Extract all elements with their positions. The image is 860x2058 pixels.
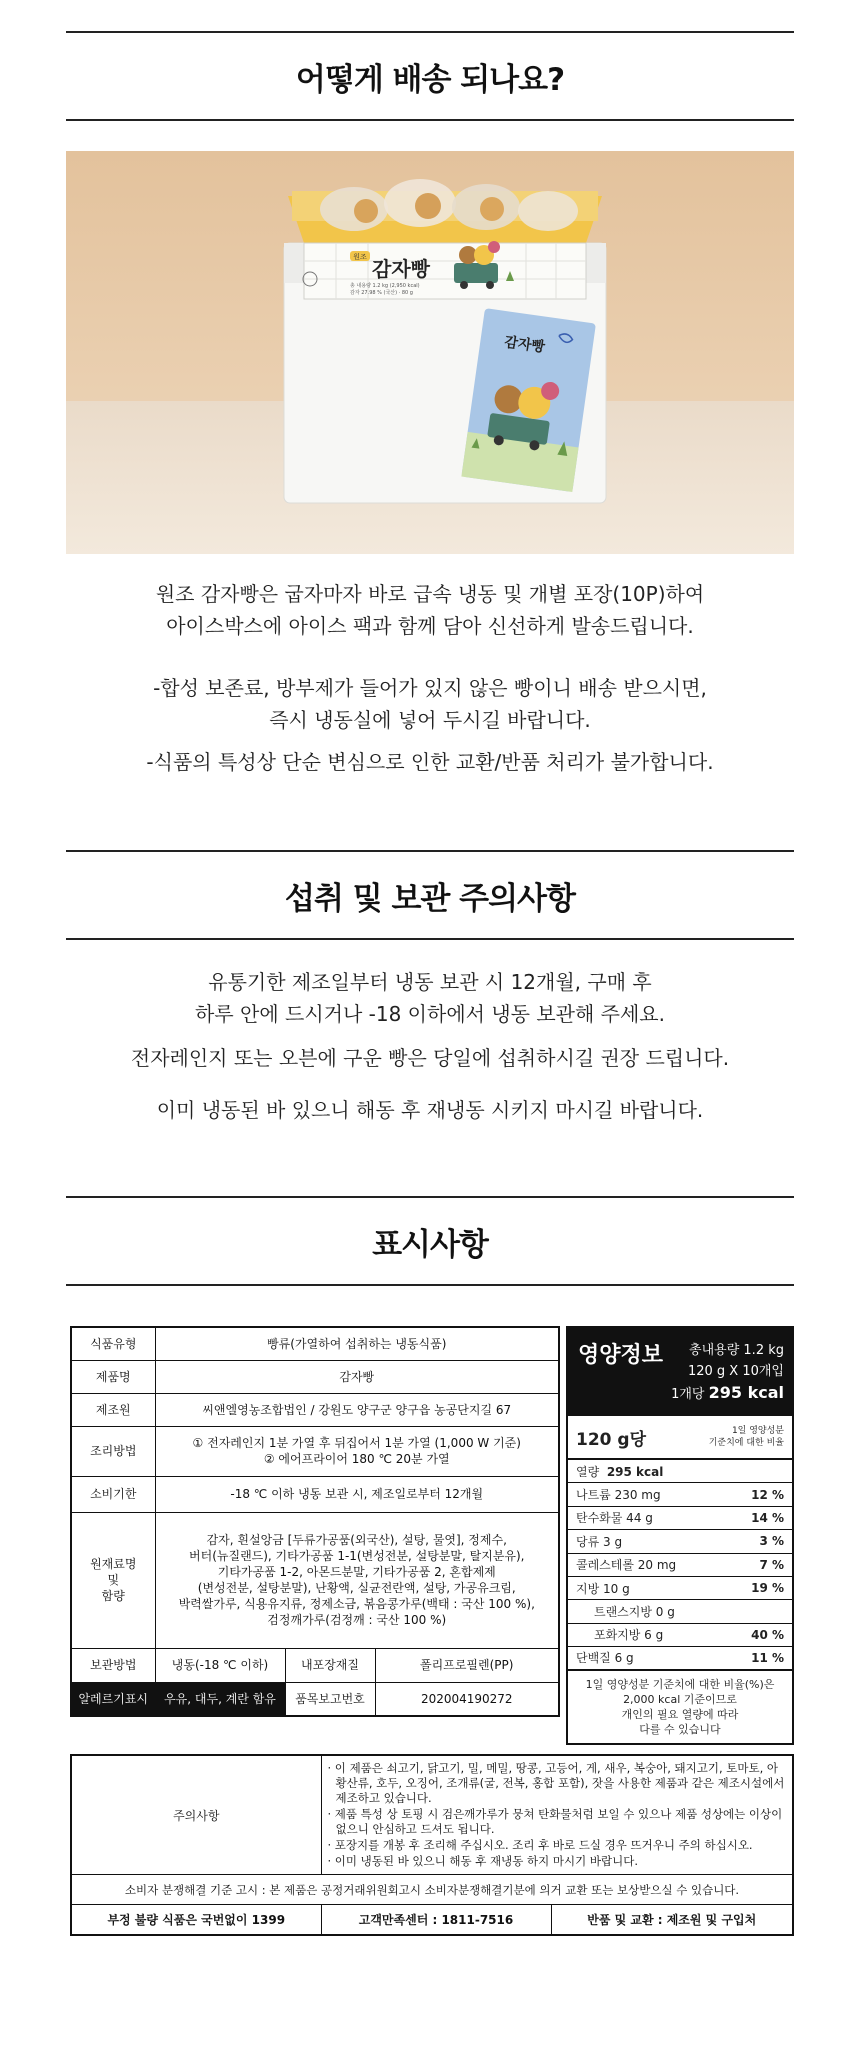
type-value: 빵류(가열하여 섭취하는 냉동식품) xyxy=(155,1327,559,1360)
report-header: 품목보고번호 xyxy=(285,1682,375,1716)
per-piece-kcal: 295 kcal xyxy=(708,1383,784,1402)
keep-value: 냉동(-18 ℃ 이하) xyxy=(155,1648,285,1682)
maker-header: 제조원 xyxy=(71,1393,155,1426)
nut-foot-4: 다를 수 있습니다 xyxy=(639,1722,721,1736)
daily-line-1: 1일 영양성분 xyxy=(731,1426,784,1436)
kcal-value: 295 kcal xyxy=(606,1464,664,1479)
ingr-line-2: 버터(뉴질랜드), 기타가공품 1-1(변성전분, 설탕분말, 탈지분유), xyxy=(189,1549,525,1563)
info-row-expire xyxy=(71,1476,559,1512)
delivery-p3-line1: -식품의 특성상 단순 변심으로 인한 교환/반품 처리가 불가합니다. xyxy=(146,750,714,774)
nutrient-name: 당류 3 g xyxy=(576,1534,623,1549)
contact-row xyxy=(71,1905,793,1935)
dispute-notice: 소비자 분쟁해결 기준 고시 : 본 제품은 공정거래위원회고시 소비자분쟁해결기분에 의거 교환 또는 보상받으실 수 있습니다. xyxy=(71,1875,793,1905)
caution-item: · 포장지를 개봉 후 조리해 주십시오. 조리 후 바로 드실 경우 뜨거우니 주의 하십시오. xyxy=(327,1838,753,1852)
cook-header: 조리방법 xyxy=(71,1426,155,1476)
caution-row xyxy=(71,1755,793,1875)
nutrition-total: 총내용량 1.2 kg xyxy=(689,1343,784,1358)
delivery-p1-line1: 원조 감자빵은 굽자마자 바로 급속 냉동 및 개별 포장(10P)하여 xyxy=(155,582,705,606)
nutrient-pct: 14 % xyxy=(751,1510,784,1525)
nutrient-pct: 40 % xyxy=(751,1627,784,1642)
nutrient-pct: 7 % xyxy=(759,1557,784,1572)
kcal-cell xyxy=(576,1463,663,1480)
storage-paragraph-1 xyxy=(66,966,794,1030)
nutrition-row xyxy=(568,1483,792,1506)
nutrient-name: 지방 10 g xyxy=(576,1581,630,1596)
cook-step-1: ① 전자레인지 1분 가열 후 뒤집어서 1분 가열 (1,000 W 기준) xyxy=(192,1436,521,1450)
delivery-title: 어떻게 배송 되나요? xyxy=(295,61,565,98)
type-header: 식품유형 xyxy=(71,1327,155,1360)
nutrition-row xyxy=(568,1507,792,1530)
caution-table xyxy=(70,1754,794,1936)
info-row-maker xyxy=(71,1393,559,1426)
nutrient-name: 탄수화물 44 g xyxy=(576,1511,653,1526)
delivery-header xyxy=(66,31,794,121)
serving-size: 120 g당 xyxy=(576,1429,646,1450)
box-small-2: 감자 27.98 % (국산) · 80 g xyxy=(350,290,413,296)
caution-header: 주의사항 xyxy=(71,1755,321,1875)
storage-p3-line1: 이미 냉동된 바 있으니 해동 후 재냉동 시키지 마시길 바랍니다. xyxy=(156,1098,704,1122)
nutrient-pct: 12 % xyxy=(751,1487,784,1502)
maker-value: 씨앤엘영농조합법인 / 강원도 양구군 양구읍 농공단지길 67 xyxy=(155,1393,559,1426)
nutrition-summary xyxy=(671,1340,784,1405)
name-header: 제품명 xyxy=(71,1360,155,1393)
box-badge: 원조 xyxy=(353,253,367,261)
pack-value: 폴리프로필렌(PP) xyxy=(375,1648,559,1682)
delivery-p2-line1: -합성 보존료, 방부제가 들어가 있지 않은 빵이니 배송 받으시면, xyxy=(153,676,707,700)
nutrition-row xyxy=(568,1554,792,1577)
info-row-name xyxy=(71,1360,559,1393)
info-row-type xyxy=(71,1327,559,1360)
ingredients-header xyxy=(71,1512,155,1648)
ingr-line-6: 검정깨가루(검정깨 : 국산 100 %) xyxy=(267,1613,447,1627)
delivery-paragraph-1 xyxy=(66,578,794,642)
caution-item: · 제품 특성 상 토핑 시 검은깨가루가 뭉쳐 탄화물처럼 보일 수 있으나 제품 성상에는 이상이 없으니 안심하고 드셔도 됩니다. xyxy=(327,1807,783,1836)
delivery-paragraph-2 xyxy=(66,672,794,736)
nutrition-row xyxy=(568,1624,792,1647)
kcal-label: 열량 xyxy=(576,1464,600,1479)
caution-list-cell xyxy=(321,1755,793,1875)
notice-row xyxy=(71,1875,793,1905)
storage-paragraph-3 xyxy=(66,1094,794,1126)
per-piece-label: 1개당 xyxy=(671,1387,705,1402)
nutrient-name: 포화지방 6 g xyxy=(594,1628,664,1643)
nutrition-panel xyxy=(566,1326,794,1745)
cook-step-2: ② 에어프라이어 180 ℃ 20분 가열 xyxy=(263,1452,450,1466)
ingr-h2: 및 xyxy=(107,1573,120,1587)
nutrient-pct: 19 % xyxy=(751,1581,784,1596)
delivery-p1-line2: 아이스박스에 아이스 팩과 함께 담아 신선하게 발송드립니다. xyxy=(166,614,694,638)
box-title: 감자빵 xyxy=(372,257,430,281)
nutrient-name: 나트륨 230 mg xyxy=(576,1488,661,1503)
storage-p1-line2: 하루 안에 드시거나 -18 이하에서 냉동 보관해 주세요. xyxy=(195,1002,665,1026)
nutrition-kcal-row xyxy=(568,1460,792,1483)
delivery-p2-line2: 즉시 냉동실에 넣어 두시길 바랍니다. xyxy=(269,708,591,732)
nutrient-pct: 3 % xyxy=(759,1534,784,1549)
storage-paragraph-2 xyxy=(66,1042,794,1074)
nutrition-top xyxy=(568,1328,792,1416)
label-title: 표시사항 xyxy=(372,1226,488,1263)
nutrition-title: 영양정보 xyxy=(578,1343,664,1368)
nutrition-serving-row xyxy=(568,1416,792,1460)
nut-foot-1: 1일 영양성분 기준치에 대한 비율(%)은 xyxy=(585,1677,775,1691)
ingr-h3: 함량 xyxy=(101,1589,125,1603)
allergy-value: 우유, 대두, 계란 함유 xyxy=(155,1682,285,1716)
info-row-allergy xyxy=(71,1682,559,1716)
nutrient-pct: 11 % xyxy=(751,1650,784,1665)
ingr-h1: 원재료명 xyxy=(90,1557,137,1571)
report-hotline: 부정 불량 식품은 국번없이 1399 xyxy=(71,1905,321,1935)
nutrition-row xyxy=(568,1530,792,1553)
nutrition-row xyxy=(568,1600,792,1623)
ingr-line-1: 감자, 흰설앙금 [두류가공품(외국산), 설탕, 물엿], 정제수, xyxy=(206,1533,507,1547)
caution-list xyxy=(328,1761,787,1869)
name-value: 감자빵 xyxy=(155,1360,559,1393)
report-value: 20200419027​2 xyxy=(375,1682,559,1716)
pack-header: 내포장재질 xyxy=(285,1648,375,1682)
storage-p1-line1: 유통기한 제조일부터 냉동 보관 시 12개월, 구매 후 xyxy=(208,970,652,994)
expire-header: 소비기한 xyxy=(71,1476,155,1512)
box-small-1: 총 내용량 1.2 kg (2,950 kcal) xyxy=(350,283,420,289)
nutrition-footnote xyxy=(568,1671,792,1743)
ingredients-value xyxy=(155,1512,559,1648)
product-info-table xyxy=(70,1326,560,1717)
nutrition-row xyxy=(568,1647,792,1670)
nutrient-name: 트랜스지방 0 g xyxy=(594,1605,675,1620)
product-photo xyxy=(66,151,794,554)
nutrition-row xyxy=(568,1577,792,1600)
ingr-line-5: 박력쌀가루, 식용유지류, 정제소금, 볶음콩가루(백태 : 국산 100 %), xyxy=(178,1597,535,1611)
info-row-keep xyxy=(71,1648,559,1682)
ingr-line-3: 기타가공품 1-2, 아몬드분말, 기타가공품 2, 혼합제제 xyxy=(217,1565,496,1579)
product-illustration xyxy=(66,151,794,554)
info-row-ingredients xyxy=(71,1512,559,1648)
cook-value xyxy=(155,1426,559,1476)
daily-line-2: 기준치에 대한 비율 xyxy=(708,1438,784,1448)
nutrition-per-pack: 120 g X 10개입 xyxy=(687,1364,784,1379)
nut-foot-3: 개인의 필요 열량에 따라 xyxy=(621,1707,739,1721)
storage-p2-line1: 전자레인지 또는 오븐에 구운 빵은 당일에 섭취하시길 권장 드립니다. xyxy=(130,1046,730,1070)
ingr-line-4: (변성전분, 설탕분말), 난황액, 실균전란액, 설탕, 가공유크림, xyxy=(197,1581,516,1595)
info-row-cook xyxy=(71,1426,559,1476)
nutrition-per-piece xyxy=(671,1382,784,1405)
caution-item: · 이미 냉동된 바 있으니 해동 후 재냉동 하지 마시기 바랍니다. xyxy=(327,1854,638,1868)
daily-value-note xyxy=(709,1425,784,1449)
nut-foot-2: 2,000 kcal 기준이므로 xyxy=(623,1692,737,1706)
allergy-header: 알레르기표시 xyxy=(71,1682,155,1716)
caution-item: · 이 제품은 쇠고기, 닭고기, 밀, 메밀, 땅콩, 고등어, 게, 새우, 복숭아, 돼지고기, 토마토, 아황산류, 호두, 오징어, 조개류(굴, 전복, 홍합 포함), 잣을 사용한 제품과 같은 제조시설에서 제조하고 있습니다. xyxy=(327,1761,785,1805)
storage-title: 섭취 및 보관 주의사항 xyxy=(285,880,575,917)
expire-value: -18 ℃ 이하 냉동 보관 시, 제조일로부터 12개월 xyxy=(155,1476,559,1512)
keep-header: 보관방법 xyxy=(71,1648,155,1682)
card-title: 감자빵 xyxy=(503,334,546,356)
storage-header xyxy=(66,850,794,940)
customer-center: 고객만족센터 : 1811-7516 xyxy=(321,1905,551,1935)
return-info: 반품 및 교환 : 제조원 및 구입처 xyxy=(551,1905,793,1935)
delivery-paragraph-3 xyxy=(66,746,794,778)
nutrient-name: 단백질 6 g xyxy=(576,1651,634,1666)
label-header xyxy=(66,1196,794,1286)
nutrient-name: 콜레스테롤 20 mg xyxy=(576,1558,677,1573)
